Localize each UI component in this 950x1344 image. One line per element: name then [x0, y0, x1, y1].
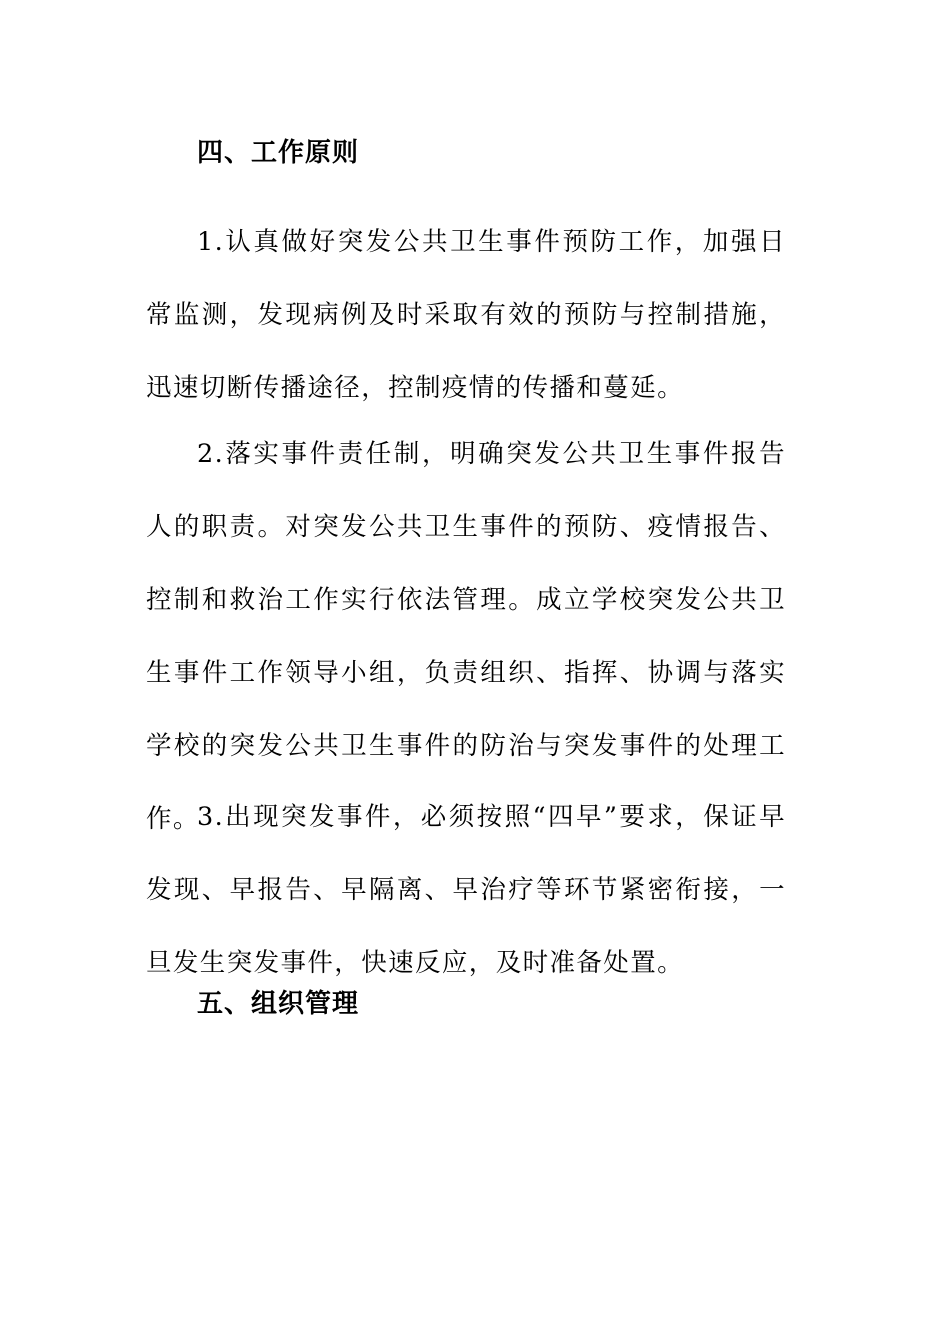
paragraph-principle-2: 2.落实事件责任制，明确突发公共卫生事件报告人的职责。对突发公共卫生事件的预防、疫情报告、控制和救治工作实行依法管理。成立学校突发公共卫生事件工作领导小组，负责组织、指挥、协调与落实学校的突发公共卫生事件的防治与突发事件的处理工作。 [146, 438, 786, 834]
paragraph-principle-1: 1.认真做好突发公共卫生事件预防工作，加强日常监测，发现病例及时采取有效的预防与控制措施，迅速切断传播途径，控制疫情的传播和蔓延。 [146, 226, 786, 403]
section-heading-work-principles: 四、工作原则 [197, 138, 360, 168]
section-heading-organization-management: 五、组织管理 [197, 989, 360, 1019]
paragraph-principle-3: 3.出现突发事件，必须按照“四早”要求，保证早发现、早报告、早隔离、早治疗等环节紧密衔接，一旦发生突发事件，快速反应，及时准备处置。 [146, 801, 786, 978]
